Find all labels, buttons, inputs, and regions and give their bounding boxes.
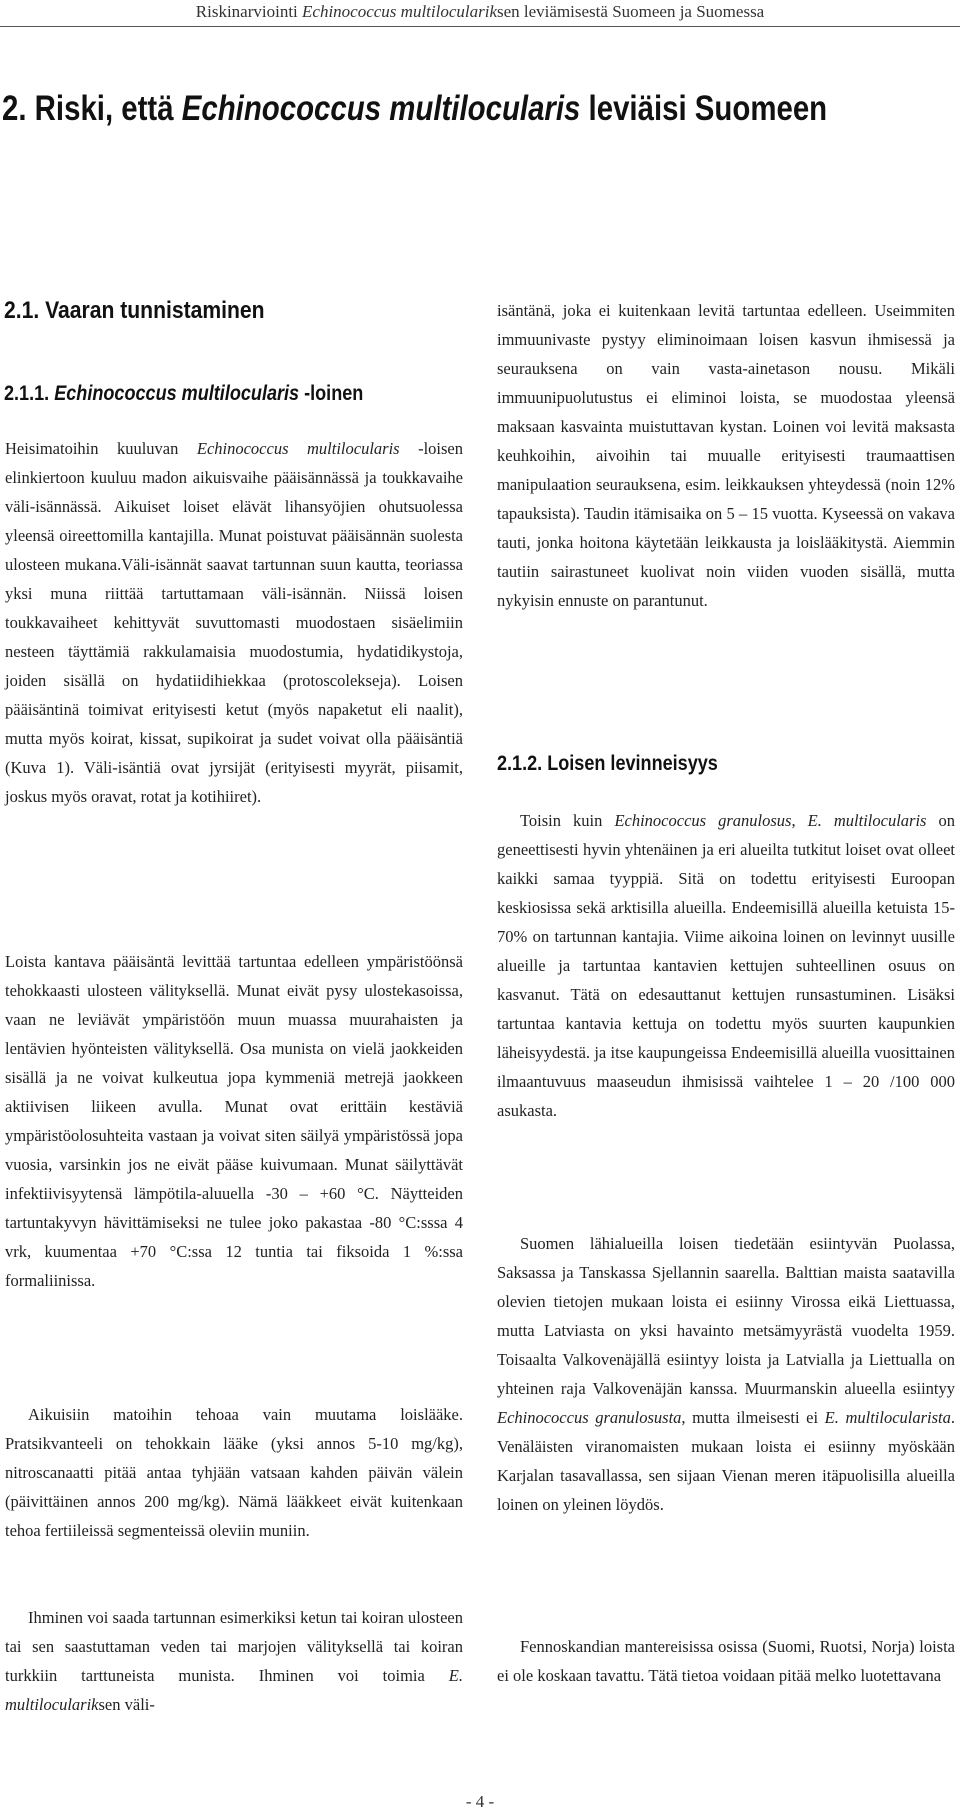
paragraph: isäntänä, joka ei kuitenkaan levitä tartuntaa edelleen. Useimmiten immuunivaste pystyy eliminoimaan loisen kasvun ihmisessä ja seurauksena on vain vasta-ainetason nousu. Mikäli immuunipuolutustus ei eliminoi loista, se muodostaa yleensä maksaan kasvainta muistuttavan kystan. Loinen voi levitä maksasta keuhkoihin, aivoihin tai muualle erityisesti traumaattisen manipulaation seurauksena, esim. leikkauksen yhteydessä (noin 12% tapauksista). Taudin itämisaika on 5 – 15 vuotta. Kyseessä on vakava tauti, jonka hoitona käytetään leikkausta ja loislääkitystä. Aiemmin tautiin sairastuneet kuolivat noin viiden vuoden sisällä, mutta nykyisin ennuste on parantunut.: [497, 301, 955, 610]
running-header: Riskinarviointi Echinococcus multiloculariksen leviämisestä Suomeen ja Suomessa: [195, 2, 765, 21]
paragraph: Suomen lähialueilla loisen tiedetään esiintyvän Puolassa, Saksassa ja Tanskassa Sjellannin saarella. Balttian maista saatavilla olevien tietojen mukaan loista ei esiinny Virossa eikä Liettuassa, mutta Latviasta on yksi havainto metsämyyrästä vuodelta 1959. Toisaalta Valkovenäjällä esiintyy loista ja Latvialla ja Liettualla on yhteinen raja Valkovenäjän kanssa. Muurmanskin alueella esiintyy Echinococcus granulosusta, mutta ilmeisesti ei E. multilocularista. Venäläisten viranomaisten mukaan loista ei esiinny myöskään Karjalan tasavallassa, sen sijaan Vienan meren itäpuolisilla alueilla loinen on yleinen löydös.: [497, 1234, 956, 1514]
paragraph: Heisimatoihin kuuluvan Echinococcus multilocularis -loisen elinkiertoon kuuluu madon aikuisvaihe pääisännässä ja toukkavaihe väli-isännässä. Aikuiset loiset elävät lihansyöjien ohutsuolessa yleensä oireettomilla kantajilla. Munat poistuvat pääisännän suolesta ulosteen mukana.Väli-isännät saavat tartunnan suun kautta, teoriassa yksi muna riittää tartuttamaan väli-isännän. Niissä loisen toukkavaiheet kehittyvät suvuttomasti muodostaen sisäelimiin nesteen täyttämiä rakkulamaisia muodostumia, hydatidikystoja, joiden sisällä on hydatiidihiekkaa (protoscolekseja). Loisen pääisäntinä toimivat erityisesti ketut (myös napaketut eli naalit), mutta myös koirat, kissat, supikoirat ja sudet voivat olla pääisäntiä (Kuva 1). Väli-isäntiä ovat jyrsijät (erityisesti myyrät, piisamit, joskus myös oravat, rotat ja kotihiiret).: [5, 439, 463, 806]
subsection-title: 2.1.1. Echinococcus multilocularis -loinen: [4, 382, 364, 405]
page-number: - 4 -: [465, 1792, 495, 1811]
paragraph: Loista kantava pääisäntä levittää tartuntaa edelleen ympäristöönsä tehokkaasti ulosteen välityksellä. Munat eivät pysy ulostekasoissa, vaan ne leviävät ympäristöön muun muassa muurahaisten ja lentävien hyönteisten välityksellä. Osa munista on vielä jaokkeiden sisällä ja ne voivat kulkeutua jopa kymmeniä metrejä jaokkeen aktiivisen liikeen avulla. Munat ovat erittäin kestäviä ympäristöolosuhteita vastaan ja voivat siten säilyä ympäristössä jopa vuosia, varsinkin jos ne eivät pääse kuivumaan. Munat säilyttävät infektiivisyytensä lämpötila-aluuella -30 – +60 °C. Näytteiden tartuntakyvyn hävittämiseksi ne tulee joko pakastaa -80 °C:sssa 4 vrk, kuumentaa +70 °C:ssa 12 tuntia tai fiksoida 1 %:ssa formaliinissa.: [5, 952, 463, 1290]
section-title: 2.1. Vaaran tunnistaminen: [4, 297, 265, 324]
chapter-title: 2. Riski, että Echinococcus multilocularis leviäisi Suomeen: [2, 89, 828, 128]
paragraph: Fennoskandian mantereisissa osissa (Suomi, Ruotsi, Norja) loista ei ole koskaan tavattu. Tätä tietoa voidaan pitää melko luotettavana: [497, 1637, 955, 1685]
paragraph: Aikuisiin matoihin tehoaa vain muutama loislääke. Pratsikvanteeli on tehokkain lääke (yksi annos 5-10 mg/kg), nitroscanaatti pitää antaa tyhjään vatsaan kahden päivän välein (päivittäinen annos 200 mg/kg). Nämä lääkkeet eivät kuitenkaan tehoa fertiileissä segmenteissä oleviin muniin.: [5, 1405, 463, 1540]
paragraph: Ihminen voi saada tartunnan esimerkiksi ketun tai koiran ulosteen tai sen saastuttaman veden tai marjojen välityksellä tai koiran turkkiin tarttuneista munista. Ihminen voi toimia E. multiloculariksen väli-: [5, 1608, 463, 1714]
subsection-title: 2.1.2. Loisen levinneisyys: [497, 752, 718, 775]
paragraph: Toisin kuin Echinococcus granulosus, E. multilocularis on geneettisesti hyvin yhtenäinen ja eri alueilta tutkitut loiset ovat olleet kaikki samaa tyyppiä. Sitä on todettu erityisesti Euroopan keskiosissa sekä arktisilla alueilla. Endeemisillä alueilla ketuista 15-70% on tartunnan kantajia. Viime aikoina loinen on levinnyt uusille alueille ja tartuntaa kantavien kettujen suhteellinen osuus on kasvanut. Tätä on edesauttanut kettujen runsastuminen. Lisäksi tartuntaa kantavia kettuja on todettu myös suurten kaupunkien läheisyydestä. ja itse kaupungeissa Endeemisillä alueilla vuosittainen ilmaantuvuus maaseudun ihmisissä vaihtelee 1 – 20 /100 000 asukasta.: [497, 811, 956, 1120]
header-divider: [0, 26, 960, 27]
